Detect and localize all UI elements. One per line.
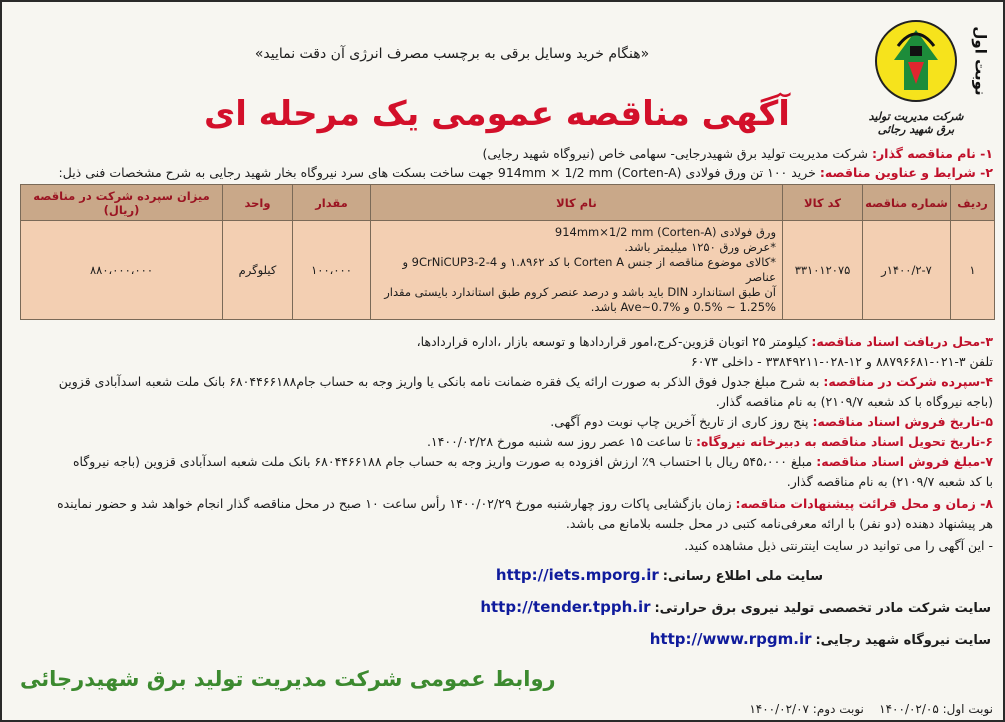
section-4-text: به شرح مبلغ جدول فوق الذکر به صورت ارائه یک فقره ضمانت نامه بانکی یا واریز وجه به حساب جام۶۸۰۴۴۶۶۱۸۸ بانک ملت شعبه اسدآبادی قزوین [58,374,820,389]
footer-public-relations: روابط عمومی شرکت مدیریت تولید برق شهیدرجائی [20,667,556,691]
second-publication: نوبت دوم: ۱۴۰۰/۰۲/۰۷ [749,702,864,716]
header-cell: میزان سپرده شرکت در مناقصه (ریال) [21,185,223,221]
header-cell: مقدار [293,185,371,221]
logo-caption: شرکت مدیریت تولید برق شهید رجائی [868,110,964,136]
deposit-amount: ۸۸۰،۰۰۰،۰۰۰ [21,221,223,320]
section-1 [482,146,993,161]
item-code: ۳۳۱۰۱۲۰۷۵ [783,221,863,320]
headline: آگهی مناقصه عمومی یک مرحله ای [204,94,790,134]
section-4-label: ۴-سپرده شرکت در مناقصه: [823,374,993,389]
link-tpph[interactable]: http://tender.tpph.ir [480,598,651,616]
section-4-cont: (باجه نیروگاه با کد شعبه ۲۱۰۹/۷) به نام مناقصه گذار. [715,394,993,409]
section-7-cont: با کد شعبه ۲۱۰۹/۷) به نام مناقصه گذار. [786,474,993,489]
desc-line: *عرض ورق ۱۲۵۰ میلیمتر باشد. [624,240,776,254]
desc-line: ورق فولادی (Corten-A) 914mm×1/2 mm [554,225,776,239]
section-6-label: ۶-تاریخ تحویل اسناد مناقصه به دبیرخانه نیروگاه: [696,434,993,449]
section-2-text: خرید ۱۰۰ تن ورق فولادی (Corten-A) 914mm × 1/2 mm جهت ساخت بسکت های سرد نیروگاه بخار شهید رجایی به شرح مشخصات فنی ذیل: [58,165,816,180]
website-note: - این آگهی را می توانید در سایت اینترنتی ذیل مشاهده کنید. [684,538,993,553]
desc-line: آن طبق استاندارد DIN باید باشد و درصد عنصر کروم طبق استاندارد بایستی مقدار [384,285,776,299]
section-6 [427,434,993,449]
first-publication: نوبت اول: ۱۴۰۰/۰۲/۰۵ [879,702,993,716]
link-row [650,630,991,648]
header-cell: کد کالا [783,185,863,221]
section-8-cont: هر پیشنهاد دهنده (دو نفر) با ارائه معرفی‌نامه کتبی در محل جلسه بلامانع می باشد. [565,516,993,531]
tender-number: ۱۴۰۰/۲-۷ر [863,221,951,320]
section-8 [57,496,993,511]
link-label: سایت شرکت مادر تخصصی تولید نیروی برق حرارتی: [654,601,991,616]
section-4 [59,374,993,389]
header-cell: شماره مناقصه [863,185,951,221]
section-3-phone: تلفن ۳-۰۲۱-۸۸۷۹۶۶۸۱ و ۱۲-۰۲۸-۳۳۸۴۹۲۱۱ - داخلی ۶۰۷۳ [690,354,993,369]
row-index: ۱ [951,221,995,320]
publication-dates [749,702,993,716]
section-8-label: ۸- زمان و محل قرائت پیشنهادات مناقصه: [735,496,993,511]
link-rpgm[interactable]: http://www.rpgm.ir [649,630,812,648]
section-5 [550,414,993,429]
section-7-text: مبلغ ۵۴۵،۰۰۰ ریال با احتساب ۹٪ ارزش افزوده به صورت واریز وجه به حساب جام ۶۸۰۴۴۶۶۱۸۸ بانک ملت شعبه اسدآبادی قزوین (باجه نیروگاه [72,454,813,469]
desc-line: *کالای موضوع مناقصه از جنس Corten A با کد ۱.۸۹۶۲ و 9CrNiCUP3-2-4 و عناصر [402,255,776,284]
logo-emblem-icon [874,16,958,106]
section-2-label: ۲- شرایط و عناوین مناقصه: [819,165,993,180]
desc-line: 1.25% ~ 0.5% و Ave~0.7% باشد. [590,300,776,314]
quantity: ۱۰۰،۰۰۰ [293,221,371,320]
item-description [371,221,783,320]
tender-table [20,184,995,320]
unit: کیلوگرم [223,221,293,320]
section-2 [59,165,993,180]
link-row [480,598,991,616]
section-6-text: تا ساعت ۱۵ عصر روز سه شنبه مورخ ۱۴۰۰/۰۲/۲۸. [426,434,693,449]
table-row [21,221,995,320]
table-header-row [21,185,995,221]
link-row [496,566,823,584]
section-5-label: ۵-تاریخ فروش اسناد مناقصه: [812,414,993,429]
link-iets[interactable]: http://iets.mporg.ir [495,566,659,584]
section-1-text: شرکت مدیریت تولید برق شهیدرجایی- سهامی خاص (نیروگاه شهید رجایی) [482,146,868,161]
header-cell: نام کالا [371,185,783,221]
header-cell: ردیف [951,185,995,221]
company-logo [865,16,967,144]
side-label: نوبت اول [971,26,990,96]
energy-warning: «هنگام خرید وسایل برقی به برچسب مصرف انرژی آن دقت نمایید» [254,46,650,62]
section-3 [417,334,993,349]
link-label: سایت نیروگاه شهید رجایی: [815,633,991,648]
section-1-label: ۱- نام مناقصه گذار: [871,146,993,161]
section-8-text: زمان بازگشایی پاکات روز چهارشنبه مورخ ۱۴۰۰/۰۲/۲۹ رأس ساعت ۱۰ صبح در محل مناقصه گذار انجام خواهد شد و حضور نماینده [57,496,732,511]
link-label: سایت ملی اطلاع رسانی: [662,569,823,584]
section-5-text: پنج روز کاری از تاریخ آخرین چاپ نوبت دوم آگهی. [550,414,809,429]
section-3-label: ۳-محل دریافت اسناد مناقصه: [811,334,993,349]
section-7-label: ۷-مبلغ فروش اسناد مناقصه: [816,454,993,469]
section-7 [73,454,993,469]
section-3-text: کیلومتر ۲۵ اتوبان قزوین-کرج،امور قراردادها و توسعه بازار ،اداره قراردادها، [416,334,808,349]
header-cell: واحد [223,185,293,221]
